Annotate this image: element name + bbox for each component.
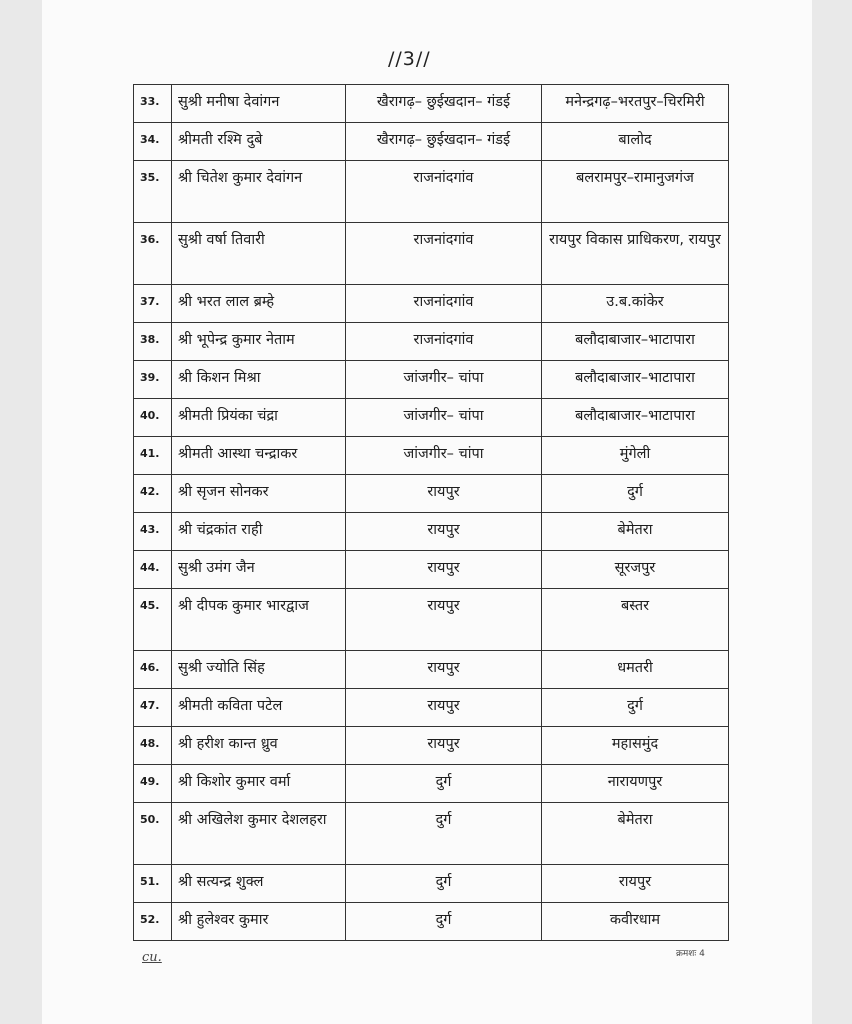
from-district-cell: दुर्ग bbox=[346, 865, 542, 903]
officer-name-cell: श्री हुलेश्वर कुमार bbox=[172, 903, 346, 941]
continued-note: क्रमशः 4 bbox=[676, 949, 705, 959]
serial-number-cell: 34. bbox=[134, 123, 172, 161]
to-posting-cell: सूरजपुर bbox=[542, 551, 729, 589]
table-row bbox=[134, 437, 729, 475]
officer-name-cell: श्री भरत लाल ब्रम्हे bbox=[172, 285, 346, 323]
table-row bbox=[134, 513, 729, 551]
serial-number-cell: 47. bbox=[134, 689, 172, 727]
officer-name-cell: श्री भूपेन्द्र कुमार नेताम bbox=[172, 323, 346, 361]
officer-name-cell: श्री अखिलेश कुमार देशलहरा bbox=[172, 803, 346, 865]
serial-number-cell: 52. bbox=[134, 903, 172, 941]
from-district-cell: रायपुर bbox=[346, 551, 542, 589]
to-posting-cell: धमतरी bbox=[542, 651, 729, 689]
from-district-cell: जांजगीर– चांपा bbox=[346, 399, 542, 437]
table-row bbox=[134, 161, 729, 223]
from-district-cell: खैरागढ़– छुईखदान– गंडई bbox=[346, 85, 542, 123]
to-posting-cell: दुर्ग bbox=[542, 475, 729, 513]
from-district-cell: राजनांदगांव bbox=[346, 223, 542, 285]
to-posting-cell: रायपुर bbox=[542, 865, 729, 903]
officer-name-cell: श्रीमती रश्मि दुबे bbox=[172, 123, 346, 161]
table-row bbox=[134, 765, 729, 803]
from-district-cell: रायपुर bbox=[346, 727, 542, 765]
from-district-cell: रायपुर bbox=[346, 589, 542, 651]
table-row bbox=[134, 323, 729, 361]
table-row bbox=[134, 223, 729, 285]
serial-number-cell: 48. bbox=[134, 727, 172, 765]
officer-name-cell: श्री हरीश कान्त ध्रुव bbox=[172, 727, 346, 765]
serial-number-cell: 40. bbox=[134, 399, 172, 437]
to-posting-cell: उ.ब.कांकेर bbox=[542, 285, 729, 323]
to-posting-cell: बलौदाबाजार–भाटापारा bbox=[542, 361, 729, 399]
table-row bbox=[134, 727, 729, 765]
table-row bbox=[134, 589, 729, 651]
officer-name-cell: श्रीमती आस्था चन्द्राकर bbox=[172, 437, 346, 475]
to-posting-cell: बलरामपुर–रामानुजगंज bbox=[542, 161, 729, 223]
serial-number-cell: 39. bbox=[134, 361, 172, 399]
table-row bbox=[134, 361, 729, 399]
serial-number-cell: 36. bbox=[134, 223, 172, 285]
table-row bbox=[134, 285, 729, 323]
to-posting-cell: मनेन्द्रगढ़–भरतपुर–चिरमिरी bbox=[542, 85, 729, 123]
officer-name-cell: श्री दीपक कुमार भारद्वाज bbox=[172, 589, 346, 651]
officer-name-cell: श्री सृजन सोनकर bbox=[172, 475, 346, 513]
from-district-cell: दुर्ग bbox=[346, 803, 542, 865]
serial-number-cell: 50. bbox=[134, 803, 172, 865]
officer-name-cell: श्री चंद्रकांत राही bbox=[172, 513, 346, 551]
from-district-cell: राजनांदगांव bbox=[346, 285, 542, 323]
officer-name-cell: सुश्री उमंग जैन bbox=[172, 551, 346, 589]
from-district-cell: रायपुर bbox=[346, 513, 542, 551]
serial-number-cell: 38. bbox=[134, 323, 172, 361]
to-posting-cell: नारायणपुर bbox=[542, 765, 729, 803]
from-district-cell: राजनांदगांव bbox=[346, 161, 542, 223]
officer-name-cell: सुश्री वर्षा तिवारी bbox=[172, 223, 346, 285]
serial-number-cell: 42. bbox=[134, 475, 172, 513]
table-row bbox=[134, 865, 729, 903]
to-posting-cell: कवीरधाम bbox=[542, 903, 729, 941]
from-district-cell: रायपुर bbox=[346, 475, 542, 513]
officer-name-cell: श्री सत्यन्द्र शुक्ल bbox=[172, 865, 346, 903]
from-district-cell: खैरागढ़– छुईखदान– गंडई bbox=[346, 123, 542, 161]
serial-number-cell: 35. bbox=[134, 161, 172, 223]
from-district-cell: राजनांदगांव bbox=[346, 323, 542, 361]
to-posting-cell: बलौदाबाजार–भाटापारा bbox=[542, 323, 729, 361]
from-district-cell: रायपुर bbox=[346, 651, 542, 689]
table-row bbox=[134, 123, 729, 161]
serial-number-cell: 51. bbox=[134, 865, 172, 903]
table-row bbox=[134, 903, 729, 941]
from-district-cell: जांजगीर– चांपा bbox=[346, 361, 542, 399]
table-row bbox=[134, 399, 729, 437]
transfer-table-body bbox=[134, 85, 729, 941]
serial-number-cell: 37. bbox=[134, 285, 172, 323]
table-row bbox=[134, 85, 729, 123]
officer-name-cell: सुश्री मनीषा देवांगन bbox=[172, 85, 346, 123]
to-posting-cell: बालोद bbox=[542, 123, 729, 161]
officer-name-cell: श्री चितेश कुमार देवांगन bbox=[172, 161, 346, 223]
from-district-cell: दुर्ग bbox=[346, 765, 542, 803]
to-posting-cell: महासमुंद bbox=[542, 727, 729, 765]
transfer-table bbox=[133, 84, 729, 941]
table-row bbox=[134, 651, 729, 689]
from-district-cell: जांजगीर– चांपा bbox=[346, 437, 542, 475]
officer-name-cell: श्रीमती कविता पटेल bbox=[172, 689, 346, 727]
officer-name-cell: श्रीमती प्रियंका चंद्रा bbox=[172, 399, 346, 437]
table-row bbox=[134, 475, 729, 513]
table-row bbox=[134, 551, 729, 589]
to-posting-cell: बस्तर bbox=[542, 589, 729, 651]
serial-number-cell: 46. bbox=[134, 651, 172, 689]
handwritten-initials: cu. bbox=[142, 950, 162, 965]
to-posting-cell: दुर्ग bbox=[542, 689, 729, 727]
serial-number-cell: 44. bbox=[134, 551, 172, 589]
from-district-cell: रायपुर bbox=[346, 689, 542, 727]
serial-number-cell: 49. bbox=[134, 765, 172, 803]
table-row bbox=[134, 803, 729, 865]
to-posting-cell: बलौदाबाजार–भाटापारा bbox=[542, 399, 729, 437]
to-posting-cell: बेमेतरा bbox=[542, 803, 729, 865]
serial-number-cell: 33. bbox=[134, 85, 172, 123]
officer-name-cell: सुश्री ज्योति सिंह bbox=[172, 651, 346, 689]
officer-name-cell: श्री किशन मिश्रा bbox=[172, 361, 346, 399]
serial-number-cell: 41. bbox=[134, 437, 172, 475]
to-posting-cell: बेमेतरा bbox=[542, 513, 729, 551]
table-row bbox=[134, 689, 729, 727]
officer-name-cell: श्री किशोर कुमार वर्मा bbox=[172, 765, 346, 803]
serial-number-cell: 45. bbox=[134, 589, 172, 651]
to-posting-cell: मुंगेली bbox=[542, 437, 729, 475]
to-posting-cell: रायपुर विकास प्राधिकरण, रायपुर bbox=[542, 223, 729, 285]
from-district-cell: दुर्ग bbox=[346, 903, 542, 941]
serial-number-cell: 43. bbox=[134, 513, 172, 551]
page-number: //3// bbox=[388, 48, 431, 70]
